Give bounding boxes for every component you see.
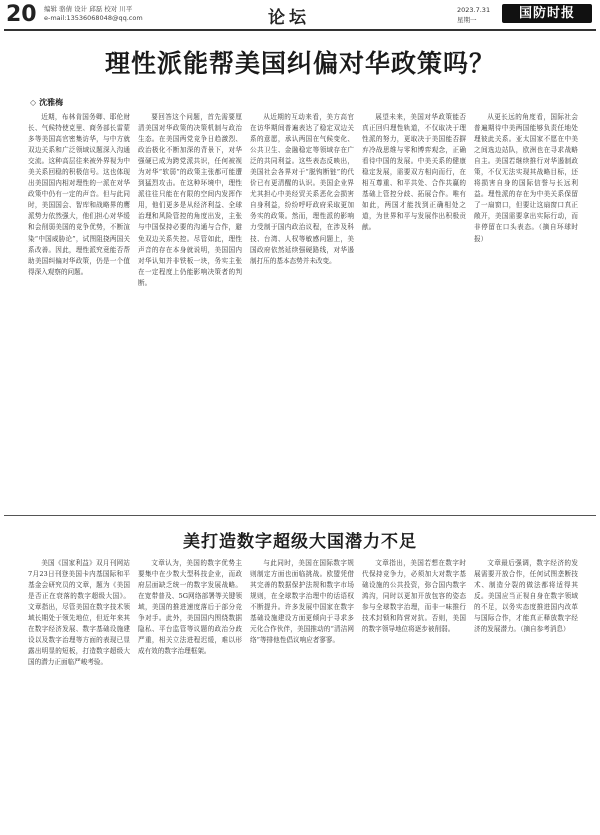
article1-column-5: 从更长远的角度看，国际社会普遍期待中美两国能够负责任地处理彼此关系。亚太国家不愿在中美之间选边站队，欧洲也在寻求战略自主。美国若继续推行对华遏制政策，不仅无法实现其战略目标，还将损害自身的国际信誉与长远利益。理性派的存在为中美关系保留了一扇窗口，但要让这扇窗口真正敞开，美国需要拿出实际行动，而非停留在口头表态。（摘自环球时报）: [474, 113, 578, 243]
section-title: 论坛: [268, 8, 310, 28]
issue-weekday: 星期一: [457, 16, 477, 24]
author-name: 沈雅梅: [39, 98, 64, 107]
article1-headline: 理性派能帮美国纠偏对华政策吗？: [104, 49, 495, 78]
page-number: 20: [6, 2, 37, 27]
newspaper-logo: 国防时报: [502, 4, 592, 23]
page-header: [0, 0, 600, 30]
email-line: e-mail:13536068048@qq.com: [44, 14, 143, 22]
article1-byline: [30, 97, 63, 108]
article2-column-3: 与此同时，美国在国际数字规则制定方面也面临挑战。欧盟凭借其完善的数据保护法规和数字市场规则，在全球数字治理中的话语权不断提升。许多发展中国家在数字基础设施建设方面更倾向于寻求多元化合作伙伴，美国推动的“清洁网络”等排他性倡议响应者寥寥。: [250, 559, 354, 645]
article2-column-4: 文章指出，美国若想在数字时代保持竞争力，必须加大对数字基础设施的公共投资，弥合国内数字鸿沟，同时以更加开放包容的姿态参与全球数字治理，而非一味推行技术封锁和阵营对抗。否则，美国的数字领导地位将逐步被削弱。: [362, 559, 466, 634]
article2-headline: 美打造数字超级大国潜力不足: [183, 532, 417, 552]
article2-column-2: 文章认为，美国的数字优势主要集中在少数大型科技企业，而政府层面缺乏统一的数字发展战略。在宽带普及、5G网络部署等关键领域，美国的推进速度落后于部分竞争对手。此外，美国国内围绕数据隐私、平台监管等议题的政治分歧严重，相关立法进程迟缓，难以形成有效的数字治理框架。: [138, 559, 242, 656]
article1-column-1: 近期，布林肯国务卿、耶伦财长、气候特使克里、商务部长雷蒙多等美国高官密集访华，与中方就双边关系和广泛领域议题深入沟通交流。这种高层往来被外界视为中美关系回稳的积极信号。这也体现出美国国内相对理性的一派在对华政策中仍有一定的声音。但与此同时，美国国会、智库和战略界的鹰派势力依然强大，他们担心对华缓和会削弱美国的竞争优势，不断渲染“中国威胁论”，试图阻挠两国关系改善。因此，理性派究竟能否帮助美国纠偏对华政策，仍是一个值得深入观察的问题。: [28, 113, 130, 276]
header-rule: [4, 29, 596, 31]
article1-column-3: 从近期的互动来看，美方高官在访华期间普遍表达了稳定双边关系的意愿，承认两国在气候变化、公共卫生、金融稳定等领域存在广泛的共同利益。这些表态反映出，美国社会各界对于“脱钩断链”的代价已有更清醒的认识。美国企业界尤其担心中美经贸关系恶化会损害自身利益，纷纷呼吁政府采取更加务实的政策。然而，理性派的影响力受制于国内政治议程，在涉及科技、台湾、人权等敏感问题上，美国政府依然延续强硬路线，对华遏制打压的基本态势并未改变。: [250, 113, 354, 265]
editor-credits: [44, 5, 143, 23]
article2-column-1: 美国《国家利益》双月刊网站7月23日刊登美国卡内基国际和平基金会研究员的文章，题为《美国是否正在衰落的数字超级大国》。文章指出，尽管美国在数字技术领域长期处于领先地位，但近年来其在数字经济发展、数字基础设施建设以及数字治理等方面的表现已显露出明显的短板，打造数字超级大国的潜力正面临严峻考验。: [28, 559, 130, 667]
article1-column-2: 要回答这个问题，首先需要厘清美国对华政策的决策机制与政治生态。在美国两党竞争日趋激烈、政治极化不断加深的背景下，对华强硬已成为跨党派共识，任何被视为对华“软弱”的政策主张都可能遭到猛烈攻击。在这种环境中，理性派往往只能在有限的空间内发挥作用，他们更多是从经济利益、全球治理和风险管控的角度出发，主张与中国保持必要的沟通与合作，避免双边关系失控。尽管如此，理性声音的存在本身就说明，美国国内对华认知并非铁板一块，务实主张在一定程度上仍能影响决策者的判断。: [138, 113, 242, 287]
article2-column-5: 文章最后强调，数字经济的发展需要开放合作，任何试图垄断技术、制造分裂的做法都将适得其反。美国应当正视自身在数字领域的不足，以务实态度推进国内改革与国际合作，才能真正释放数字经济的发展潜力。（摘自参考消息）: [474, 559, 578, 634]
date-box: [457, 5, 490, 25]
article-separator: [4, 515, 596, 516]
editors-line: 编辑 骆倩 设计 邱磊 校对 川平: [44, 5, 133, 13]
issue-date: 2023.7.31: [457, 6, 491, 14]
diamond-icon: ◇: [30, 98, 37, 107]
article1-column-4: 展望未来，美国对华政策能否真正回归理性轨道，不仅取决于理性派的努力，更取决于美国能否摒弃冷战思维与零和博弈观念，正确看待中国的发展。中美关系的健康稳定发展，需要双方相向而行，在相互尊重、和平共处、合作共赢的基础上管控分歧、拓展合作。唯有如此，两国才能找到正确相处之道，为世界和平与发展作出积极贡献。: [362, 113, 466, 232]
